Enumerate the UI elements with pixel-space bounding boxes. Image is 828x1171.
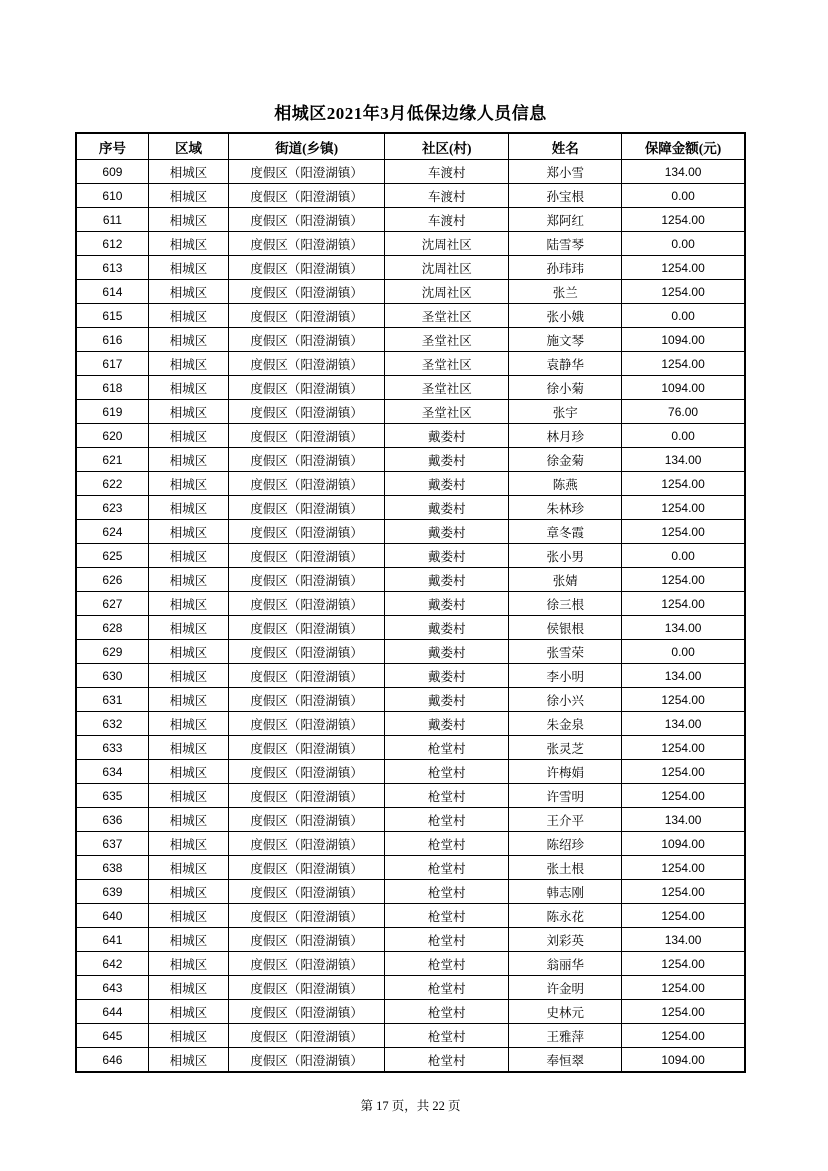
cell-name: 侯银根	[509, 616, 622, 640]
cell-serial: 625	[76, 544, 148, 568]
cell-amount: 1254.00	[622, 568, 745, 592]
cell-name: 陆雪琴	[509, 232, 622, 256]
header-row	[76, 133, 745, 160]
cell-amount: 134.00	[622, 616, 745, 640]
cell-street: 度假区（阳澄湖镇）	[229, 520, 385, 544]
cell-serial: 617	[76, 352, 148, 376]
cell-name: 许梅娟	[509, 760, 622, 784]
cell-district: 相城区	[148, 184, 228, 208]
table-row	[76, 400, 745, 424]
cell-amount: 1254.00	[622, 1000, 745, 1024]
cell-amount: 0.00	[622, 232, 745, 256]
cell-community: 枪堂村	[385, 1048, 509, 1073]
cell-serial: 611	[76, 208, 148, 232]
cell-district: 相城区	[148, 376, 228, 400]
cell-district: 相城区	[148, 520, 228, 544]
cell-street: 度假区（阳澄湖镇）	[229, 976, 385, 1000]
cell-name: 刘彩英	[509, 928, 622, 952]
cell-district: 相城区	[148, 760, 228, 784]
cell-amount: 1254.00	[622, 904, 745, 928]
cell-serial: 645	[76, 1024, 148, 1048]
cell-amount: 0.00	[622, 304, 745, 328]
cell-amount: 1254.00	[622, 952, 745, 976]
table-row	[76, 592, 745, 616]
cell-community: 戴娄村	[385, 640, 509, 664]
cell-name: 徐小菊	[509, 376, 622, 400]
cell-amount: 0.00	[622, 184, 745, 208]
cell-amount: 1254.00	[622, 352, 745, 376]
cell-amount: 134.00	[622, 928, 745, 952]
cell-amount: 1254.00	[622, 208, 745, 232]
cell-street: 度假区（阳澄湖镇）	[229, 664, 385, 688]
cell-name: 李小明	[509, 664, 622, 688]
cell-community: 车渡村	[385, 208, 509, 232]
cell-district: 相城区	[148, 736, 228, 760]
cell-serial: 619	[76, 400, 148, 424]
table-row	[76, 496, 745, 520]
cell-district: 相城区	[148, 568, 228, 592]
cell-district: 相城区	[148, 208, 228, 232]
cell-serial: 626	[76, 568, 148, 592]
cell-street: 度假区（阳澄湖镇）	[229, 904, 385, 928]
cell-amount: 1094.00	[622, 832, 745, 856]
table-row	[76, 544, 745, 568]
cell-amount: 1094.00	[622, 376, 745, 400]
cell-amount: 1254.00	[622, 856, 745, 880]
table-row	[76, 832, 745, 856]
cell-amount: 134.00	[622, 664, 745, 688]
cell-district: 相城区	[148, 256, 228, 280]
table-row	[76, 352, 745, 376]
cell-community: 枪堂村	[385, 832, 509, 856]
cell-street: 度假区（阳澄湖镇）	[229, 472, 385, 496]
cell-district: 相城区	[148, 544, 228, 568]
table-row	[76, 640, 745, 664]
cell-name: 张宇	[509, 400, 622, 424]
table-row	[76, 376, 745, 400]
cell-district: 相城区	[148, 1000, 228, 1024]
cell-street: 度假区（阳澄湖镇）	[229, 568, 385, 592]
cell-street: 度假区（阳澄湖镇）	[229, 352, 385, 376]
cell-street: 度假区（阳澄湖镇）	[229, 688, 385, 712]
cell-district: 相城区	[148, 1048, 228, 1073]
cell-name: 张土根	[509, 856, 622, 880]
cell-name: 陈永花	[509, 904, 622, 928]
cell-district: 相城区	[148, 160, 228, 184]
cell-street: 度假区（阳澄湖镇）	[229, 592, 385, 616]
cell-community: 戴娄村	[385, 688, 509, 712]
cell-serial: 644	[76, 1000, 148, 1024]
cell-serial: 642	[76, 952, 148, 976]
cell-district: 相城区	[148, 640, 228, 664]
cell-amount: 1254.00	[622, 280, 745, 304]
cell-street: 度假区（阳澄湖镇）	[229, 208, 385, 232]
cell-name: 张兰	[509, 280, 622, 304]
cell-amount: 1254.00	[622, 880, 745, 904]
cell-district: 相城区	[148, 352, 228, 376]
cell-community: 车渡村	[385, 160, 509, 184]
cell-community: 圣堂社区	[385, 328, 509, 352]
cell-name: 史林元	[509, 1000, 622, 1024]
cell-serial: 620	[76, 424, 148, 448]
cell-serial: 622	[76, 472, 148, 496]
table-row	[76, 520, 745, 544]
cell-community: 戴娄村	[385, 424, 509, 448]
cell-district: 相城区	[148, 1024, 228, 1048]
cell-serial: 640	[76, 904, 148, 928]
cell-street: 度假区（阳澄湖镇）	[229, 376, 385, 400]
cell-serial: 632	[76, 712, 148, 736]
table-row	[76, 928, 745, 952]
table-row	[76, 160, 745, 184]
cell-street: 度假区（阳澄湖镇）	[229, 160, 385, 184]
cell-serial: 621	[76, 448, 148, 472]
cell-name: 张灵芝	[509, 736, 622, 760]
table-row	[76, 688, 745, 712]
cell-name: 徐三根	[509, 592, 622, 616]
table-row	[76, 712, 745, 736]
cell-serial: 615	[76, 304, 148, 328]
cell-community: 戴娄村	[385, 616, 509, 640]
table-row	[76, 280, 745, 304]
cell-serial: 639	[76, 880, 148, 904]
cell-amount: 1094.00	[622, 328, 745, 352]
cell-community: 车渡村	[385, 184, 509, 208]
cell-street: 度假区（阳澄湖镇）	[229, 832, 385, 856]
cell-community: 戴娄村	[385, 664, 509, 688]
cell-community: 枪堂村	[385, 760, 509, 784]
cell-street: 度假区（阳澄湖镇）	[229, 784, 385, 808]
cell-community: 圣堂社区	[385, 304, 509, 328]
cell-street: 度假区（阳澄湖镇）	[229, 616, 385, 640]
cell-amount: 1254.00	[622, 976, 745, 1000]
table-row	[76, 328, 745, 352]
cell-serial: 637	[76, 832, 148, 856]
cell-amount: 0.00	[622, 544, 745, 568]
cell-serial: 636	[76, 808, 148, 832]
cell-community: 枪堂村	[385, 976, 509, 1000]
table-row	[76, 976, 745, 1000]
cell-serial: 616	[76, 328, 148, 352]
cell-street: 度假区（阳澄湖镇）	[229, 760, 385, 784]
page-footer: 第 17 页，共 22 页	[360, 1099, 461, 1113]
table-body	[76, 160, 745, 1073]
cell-name: 王介平	[509, 808, 622, 832]
column-header-amount: 保障金额(元)	[622, 133, 745, 160]
table-row	[76, 472, 745, 496]
cell-community: 戴娄村	[385, 544, 509, 568]
cell-name: 张小男	[509, 544, 622, 568]
cell-name: 陈燕	[509, 472, 622, 496]
cell-street: 度假区（阳澄湖镇）	[229, 496, 385, 520]
cell-amount: 134.00	[622, 712, 745, 736]
cell-amount: 1254.00	[622, 688, 745, 712]
cell-name: 林月珍	[509, 424, 622, 448]
cell-amount: 1254.00	[622, 736, 745, 760]
cell-name: 郑小雪	[509, 160, 622, 184]
table-row	[76, 808, 745, 832]
cell-district: 相城区	[148, 856, 228, 880]
cell-community: 枪堂村	[385, 736, 509, 760]
table-row	[76, 304, 745, 328]
cell-district: 相城区	[148, 904, 228, 928]
cell-district: 相城区	[148, 592, 228, 616]
cell-name: 王雅萍	[509, 1024, 622, 1048]
cell-community: 沈周社区	[385, 232, 509, 256]
table-row	[76, 736, 745, 760]
cell-street: 度假区（阳澄湖镇）	[229, 544, 385, 568]
cell-amount: 134.00	[622, 160, 745, 184]
cell-street: 度假区（阳澄湖镇）	[229, 1048, 385, 1073]
table-row	[76, 424, 745, 448]
cell-serial: 613	[76, 256, 148, 280]
cell-serial: 646	[76, 1048, 148, 1073]
cell-community: 戴娄村	[385, 712, 509, 736]
table-row	[76, 568, 745, 592]
table-row	[76, 904, 745, 928]
cell-district: 相城区	[148, 808, 228, 832]
cell-serial: 633	[76, 736, 148, 760]
cell-district: 相城区	[148, 976, 228, 1000]
cell-district: 相城区	[148, 928, 228, 952]
cell-amount: 1254.00	[622, 256, 745, 280]
cell-serial: 641	[76, 928, 148, 952]
cell-name: 徐金菊	[509, 448, 622, 472]
cell-serial: 612	[76, 232, 148, 256]
cell-name: 张小娥	[509, 304, 622, 328]
cell-street: 度假区（阳澄湖镇）	[229, 1024, 385, 1048]
column-header-name: 姓名	[509, 133, 622, 160]
cell-street: 度假区（阳澄湖镇）	[229, 712, 385, 736]
table-row	[76, 184, 745, 208]
cell-community: 戴娄村	[385, 448, 509, 472]
cell-street: 度假区（阳澄湖镇）	[229, 400, 385, 424]
cell-amount: 1094.00	[622, 1048, 745, 1073]
cell-name: 朱金泉	[509, 712, 622, 736]
cell-district: 相城区	[148, 664, 228, 688]
cell-street: 度假区（阳澄湖镇）	[229, 880, 385, 904]
cell-name: 施文琴	[509, 328, 622, 352]
table-row	[76, 1000, 745, 1024]
cell-name: 孙玮玮	[509, 256, 622, 280]
cell-street: 度假区（阳澄湖镇）	[229, 808, 385, 832]
table-row	[76, 856, 745, 880]
column-header-district: 区域	[148, 133, 228, 160]
cell-street: 度假区（阳澄湖镇）	[229, 424, 385, 448]
cell-district: 相城区	[148, 232, 228, 256]
table-row	[76, 760, 745, 784]
cell-community: 沈周社区	[385, 280, 509, 304]
cell-community: 枪堂村	[385, 928, 509, 952]
cell-street: 度假区（阳澄湖镇）	[229, 928, 385, 952]
cell-serial: 609	[76, 160, 148, 184]
cell-amount: 1254.00	[622, 496, 745, 520]
column-header-community: 社区(村)	[385, 133, 509, 160]
cell-street: 度假区（阳澄湖镇）	[229, 304, 385, 328]
cell-serial: 635	[76, 784, 148, 808]
cell-amount: 134.00	[622, 448, 745, 472]
cell-district: 相城区	[148, 832, 228, 856]
cell-name: 许金明	[509, 976, 622, 1000]
cell-district: 相城区	[148, 424, 228, 448]
table-header	[76, 133, 745, 160]
cell-serial: 614	[76, 280, 148, 304]
cell-street: 度假区（阳澄湖镇）	[229, 280, 385, 304]
cell-street: 度假区（阳澄湖镇）	[229, 736, 385, 760]
table-row	[76, 1048, 745, 1073]
table-row	[76, 616, 745, 640]
cell-community: 沈周社区	[385, 256, 509, 280]
cell-serial: 610	[76, 184, 148, 208]
cell-amount: 1254.00	[622, 472, 745, 496]
cell-district: 相城区	[148, 784, 228, 808]
cell-street: 度假区（阳澄湖镇）	[229, 328, 385, 352]
cell-street: 度假区（阳澄湖镇）	[229, 256, 385, 280]
cell-community: 戴娄村	[385, 568, 509, 592]
cell-name: 奉恒翠	[509, 1048, 622, 1073]
cell-name: 孙宝根	[509, 184, 622, 208]
cell-community: 戴娄村	[385, 520, 509, 544]
cell-name: 许雪明	[509, 784, 622, 808]
table-row	[76, 952, 745, 976]
cell-serial: 624	[76, 520, 148, 544]
cell-street: 度假区（阳澄湖镇）	[229, 448, 385, 472]
cell-serial: 629	[76, 640, 148, 664]
table-row	[76, 1024, 745, 1048]
table-row	[76, 880, 745, 904]
cell-serial: 627	[76, 592, 148, 616]
table-row	[76, 232, 745, 256]
cell-name: 袁静华	[509, 352, 622, 376]
cell-community: 枪堂村	[385, 784, 509, 808]
cell-serial: 631	[76, 688, 148, 712]
cell-district: 相城区	[148, 952, 228, 976]
cell-serial: 618	[76, 376, 148, 400]
cell-street: 度假区（阳澄湖镇）	[229, 640, 385, 664]
cell-district: 相城区	[148, 328, 228, 352]
cell-amount: 0.00	[622, 640, 745, 664]
cell-community: 枪堂村	[385, 904, 509, 928]
benefits-table	[75, 132, 746, 1073]
cell-district: 相城区	[148, 616, 228, 640]
cell-serial: 638	[76, 856, 148, 880]
cell-district: 相城区	[148, 688, 228, 712]
cell-district: 相城区	[148, 400, 228, 424]
cell-district: 相城区	[148, 712, 228, 736]
cell-serial: 630	[76, 664, 148, 688]
cell-community: 枪堂村	[385, 880, 509, 904]
cell-street: 度假区（阳澄湖镇）	[229, 952, 385, 976]
cell-name: 郑阿红	[509, 208, 622, 232]
page-title: 相城区2021年3月低保边缘人员信息	[274, 104, 547, 123]
cell-community: 戴娄村	[385, 472, 509, 496]
cell-name: 张雪荣	[509, 640, 622, 664]
cell-amount: 1254.00	[622, 760, 745, 784]
cell-street: 度假区（阳澄湖镇）	[229, 1000, 385, 1024]
cell-amount: 0.00	[622, 424, 745, 448]
cell-community: 圣堂社区	[385, 352, 509, 376]
table-row	[76, 784, 745, 808]
cell-name: 张婧	[509, 568, 622, 592]
column-header-serial: 序号	[76, 133, 148, 160]
cell-community: 枪堂村	[385, 952, 509, 976]
cell-serial: 623	[76, 496, 148, 520]
cell-name: 翁丽华	[509, 952, 622, 976]
cell-name: 陈绍珍	[509, 832, 622, 856]
cell-district: 相城区	[148, 472, 228, 496]
cell-serial: 643	[76, 976, 148, 1000]
cell-community: 戴娄村	[385, 496, 509, 520]
cell-street: 度假区（阳澄湖镇）	[229, 184, 385, 208]
cell-community: 戴娄村	[385, 592, 509, 616]
table-row	[76, 448, 745, 472]
cell-street: 度假区（阳澄湖镇）	[229, 856, 385, 880]
cell-district: 相城区	[148, 304, 228, 328]
cell-serial: 628	[76, 616, 148, 640]
cell-serial: 634	[76, 760, 148, 784]
table-row	[76, 664, 745, 688]
table-row	[76, 256, 745, 280]
cell-community: 枪堂村	[385, 808, 509, 832]
cell-name: 徐小兴	[509, 688, 622, 712]
cell-community: 枪堂村	[385, 1024, 509, 1048]
cell-amount: 1254.00	[622, 592, 745, 616]
cell-amount: 1254.00	[622, 520, 745, 544]
cell-amount: 1254.00	[622, 784, 745, 808]
cell-district: 相城区	[148, 496, 228, 520]
cell-amount: 1254.00	[622, 1024, 745, 1048]
column-header-street: 街道(乡镇)	[229, 133, 385, 160]
cell-community: 圣堂社区	[385, 376, 509, 400]
cell-community: 圣堂社区	[385, 400, 509, 424]
cell-name: 朱林珍	[509, 496, 622, 520]
cell-district: 相城区	[148, 280, 228, 304]
table-row	[76, 208, 745, 232]
cell-community: 枪堂村	[385, 856, 509, 880]
cell-district: 相城区	[148, 880, 228, 904]
cell-community: 枪堂村	[385, 1000, 509, 1024]
cell-name: 韩志刚	[509, 880, 622, 904]
cell-name: 章冬霞	[509, 520, 622, 544]
cell-amount: 134.00	[622, 808, 745, 832]
cell-amount: 76.00	[622, 400, 745, 424]
cell-district: 相城区	[148, 448, 228, 472]
cell-street: 度假区（阳澄湖镇）	[229, 232, 385, 256]
